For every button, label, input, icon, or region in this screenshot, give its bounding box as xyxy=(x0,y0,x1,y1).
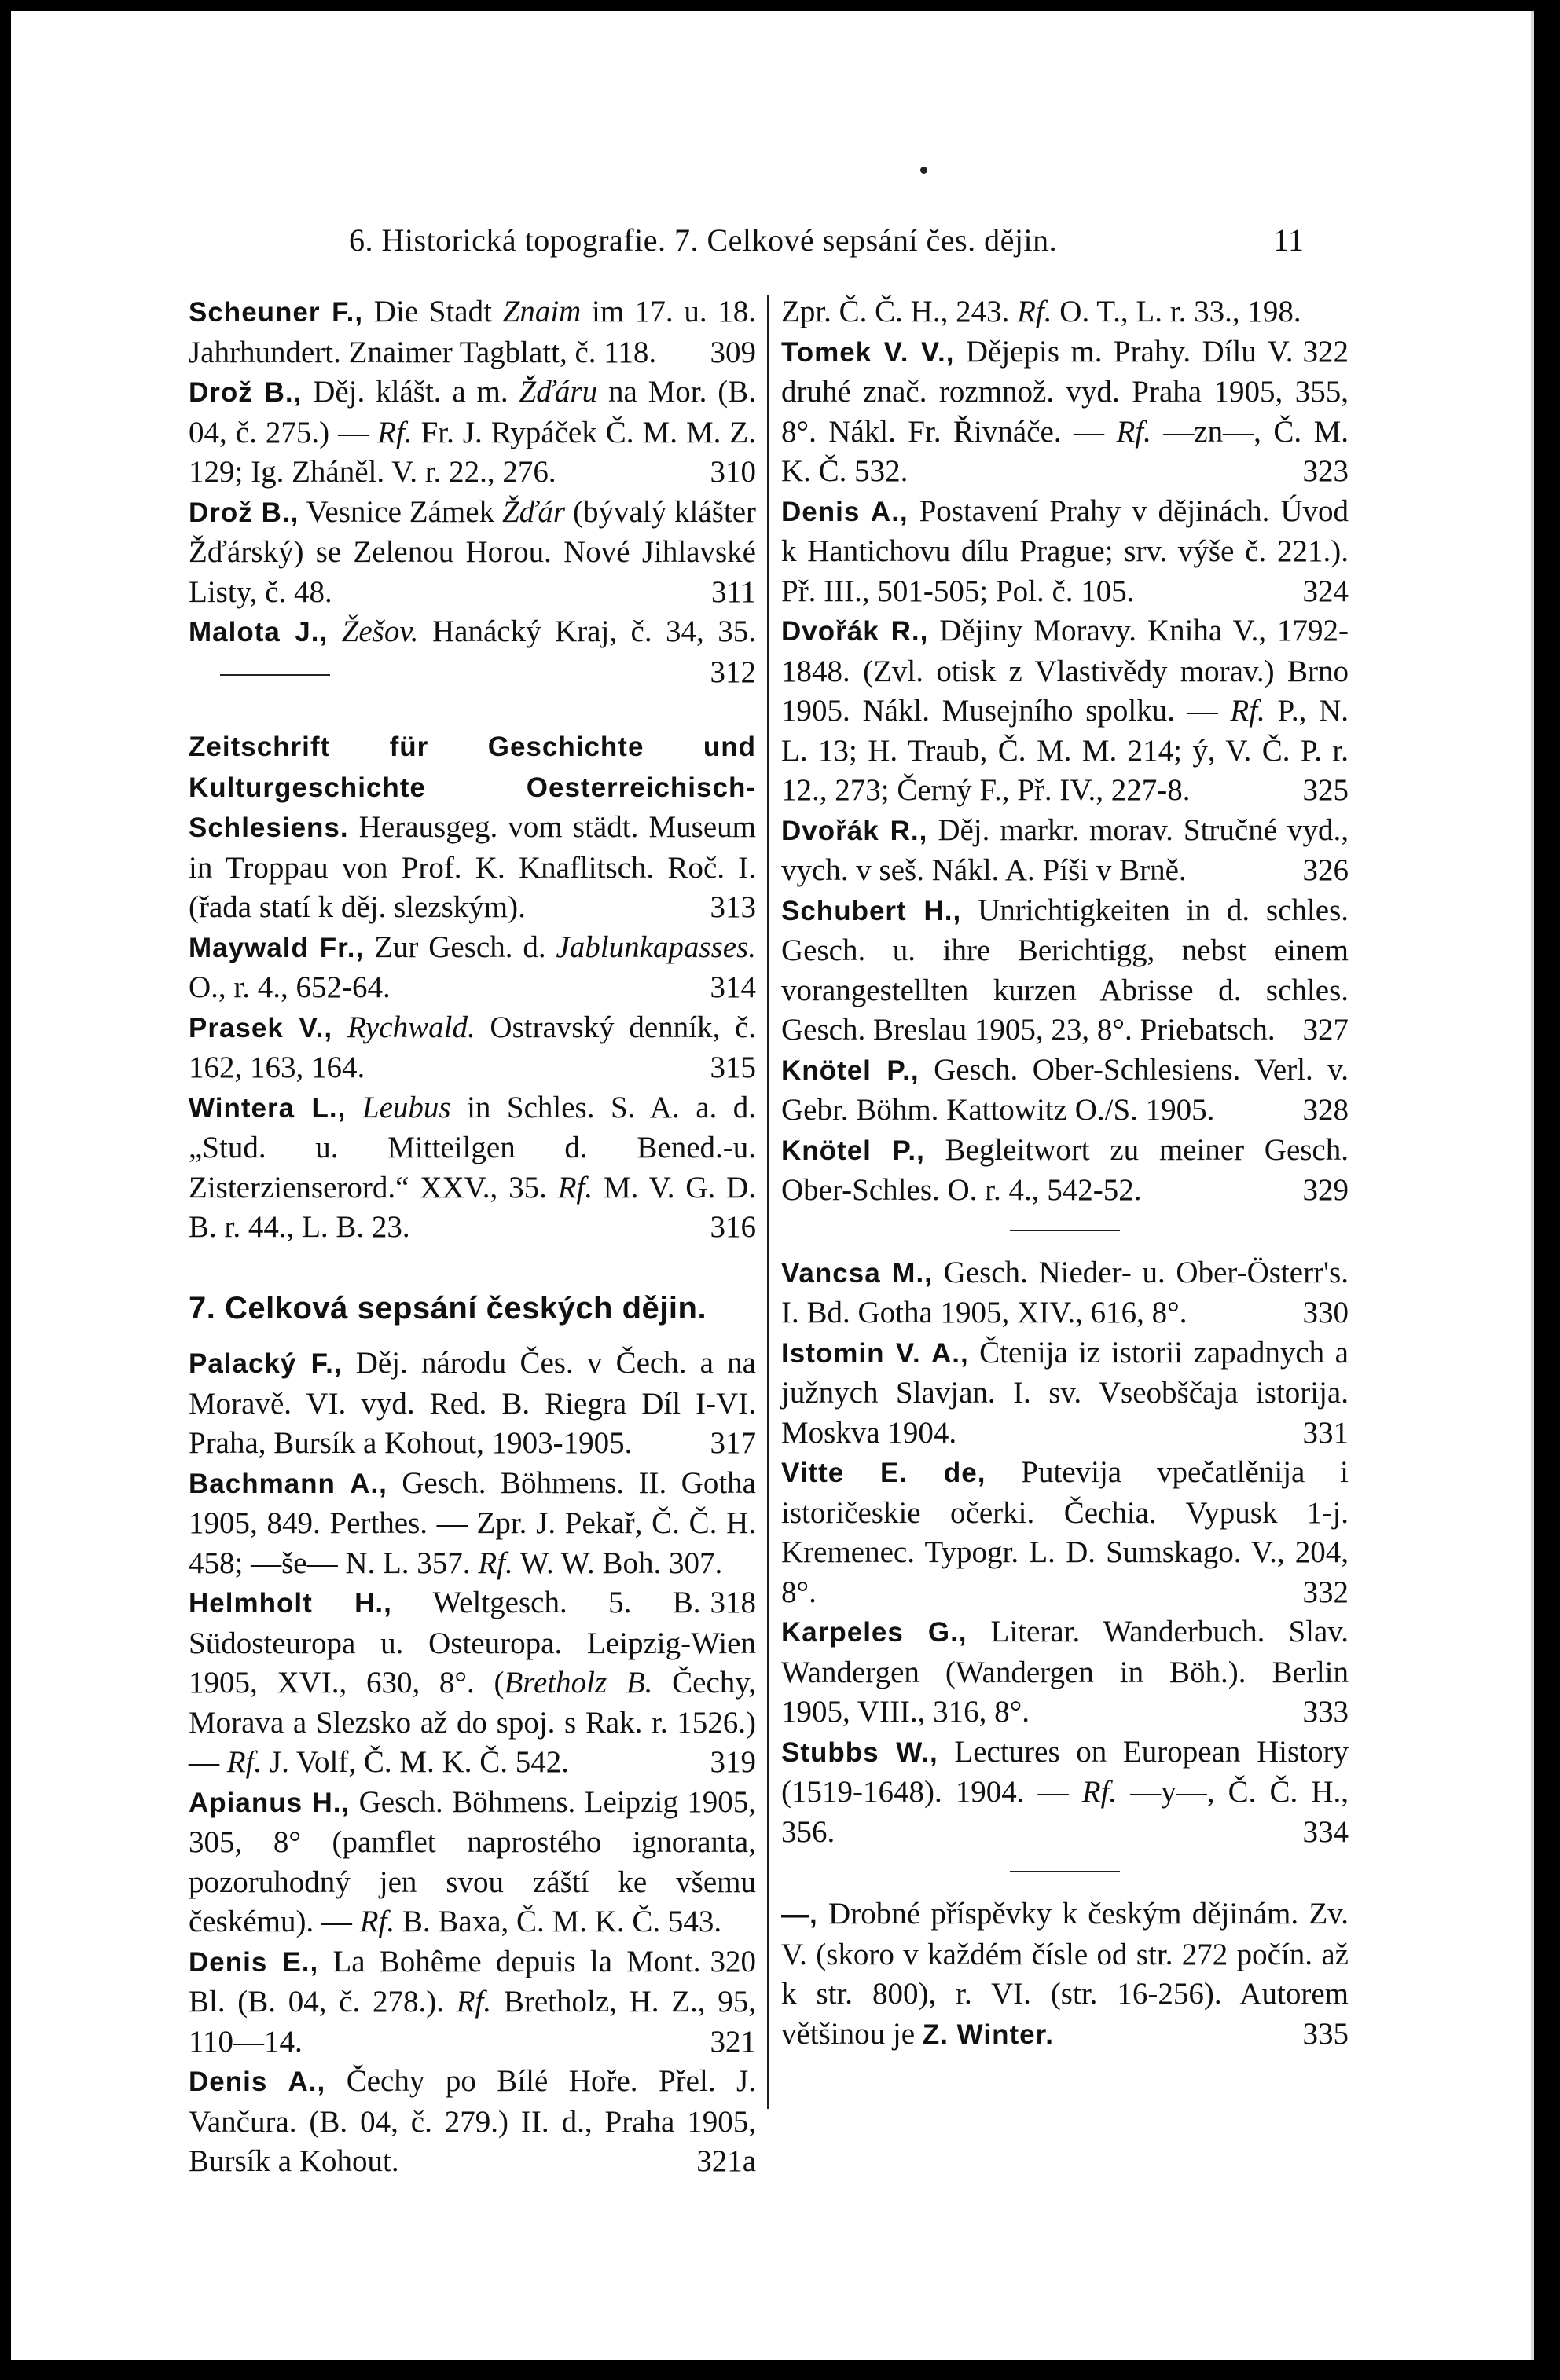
entry-number: 312 xyxy=(710,655,756,689)
entry-number: 324 xyxy=(1302,574,1349,608)
entry-author: Z. Winter. xyxy=(922,2019,1055,2050)
bib-entry: Malota J., Žešov. Hanácký Kraj, č. 34, 35. 312 xyxy=(189,612,756,692)
entry-author: Prasek V., xyxy=(189,1012,333,1043)
page-number: 11 xyxy=(1273,222,1305,258)
entry-author: Maywald Fr., xyxy=(189,932,365,963)
running-head-title: 6. Historická topografie. 7. Celkové sepsání čes. dějin. xyxy=(349,222,1058,258)
separator-rule xyxy=(1010,1230,1120,1231)
entry-author: Denis E., xyxy=(189,1946,319,1978)
entry-author: Drož B., xyxy=(189,377,303,408)
entry-number: 311 xyxy=(710,574,756,609)
entry-author: Knötel P., xyxy=(781,1054,919,1086)
bib-entry: Tomek V. V., Dějepis m. Prahy. Dílu V. druhé znač. rozmnož. vyd. Praha 1905, 355, 8°. Nákl. Fr. Řivnáče. — Rf. —zn—, Č. M. K. Č. 532. 323 xyxy=(781,332,1349,492)
entry-author: Helmholt H., xyxy=(189,1588,392,1619)
entry-author: Dvořák R., xyxy=(781,616,929,647)
left-column xyxy=(189,292,756,2182)
entry-author: Stubbs W., xyxy=(781,1736,938,1768)
entry-number: 321a xyxy=(696,2144,756,2178)
bib-entry: Wintera L., Leubus in Schles. S. A. a. d. „Stud. u. Mitteilgen d. Bened.-u. Zisterzienserord.“ XXV., 35. Rf. M. V. G. D. B. r. 44., L. B. 23. 316 xyxy=(189,1088,756,1248)
bib-entry: Helmholt H., Weltgesch. 5. B. Südosteuropa u. Osteuropa. Leipzig-Wien 1905, XVI., 630, 8°. (Bretholz B. Čechy, Morava a Slezsko až do spoj. s Rak. r. 1526.) — Rf. J. Volf, Č. M. K. Č. 542. 319 xyxy=(189,1583,756,1783)
entry-number: 325 xyxy=(1302,773,1349,807)
bib-entry: Vitte E. de, Putevija vpečatlěnija i istoričeskie očerki. Čechia. Vypusk 1-j. Kremenec. Typogr. L. D. Sumskago. V., 204, 8°. 332 xyxy=(781,1453,1349,1612)
entry-number: 319 xyxy=(710,1745,756,1779)
entry-number: 314 xyxy=(710,970,756,1004)
entry-author: Schubert H., xyxy=(781,895,962,926)
column-divider xyxy=(767,295,769,2109)
entry-author: Denis A., xyxy=(781,496,908,527)
entry-author: Apianus H., xyxy=(189,1787,351,1818)
entry-number: 313 xyxy=(710,890,756,924)
entry-number: 327 xyxy=(1302,1013,1349,1047)
entry-number: 330 xyxy=(1302,1296,1349,1329)
entry-number: 333 xyxy=(1302,1695,1349,1729)
entry-number: 328 xyxy=(1302,1093,1349,1127)
entry-number: 329 xyxy=(1302,1173,1349,1207)
bib-entry: Bachmann A., Gesch. Böhmens. II. Gotha 1905, 849. Perthes. — Zpr. J. Pekař, Č. Č. H. 458; —še— N. L. 357. Rf. W. W. Boh. 307. 318 xyxy=(189,1464,756,1584)
bib-entry-continued: Zpr. Č. Č. H., 243. Rf. O. T., L. r. 33., 198. 322 xyxy=(781,292,1349,332)
entry-author: Wintera L., xyxy=(189,1092,347,1124)
section-heading: 7. Celková sepsání českých dějin. xyxy=(189,1290,707,1326)
entry-number: 331 xyxy=(1302,1415,1349,1450)
running-head xyxy=(11,222,1534,269)
entry-number: 322 xyxy=(1302,334,1349,369)
bib-entry: Scheuner F., Die Stadt Znaim im 17. u. 18. Jahrhundert. Znaimer Tagblatt, č. 118. 309 xyxy=(189,292,756,372)
entry-number: 326 xyxy=(1302,853,1349,887)
entry-author: Istomin V. A., xyxy=(781,1337,969,1369)
entry-author: Tomek V. V., xyxy=(781,336,955,368)
bib-entry: Knötel P., Gesch. Ober-Schlesiens. Verl. v. Gebr. Böhm. Kattowitz O./S. 1905. 328 xyxy=(781,1051,1349,1131)
entry-number: 316 xyxy=(710,1210,756,1244)
book-page xyxy=(11,11,1534,2360)
bib-entry: Drož B., Děj. klášt. a m. Žďáru na Mor. (B. 04, č. 275.) — Rf. Fr. J. Rypáček Č. M. M. Z. 129; Ig. Zháněl. V. r. 22., 276. 310 xyxy=(189,372,756,493)
entry-author: Bachmann A., xyxy=(189,1468,387,1499)
bib-entry: —, Drobné příspěvky k českým dějinám. Zv. V. (skoro v každém čísle od str. 272 počín. až k str. 800), r. VI. (str. 16-256). Autorem většinou je Z. Winter. 335 xyxy=(781,1894,1349,2055)
bib-entry: Dvořák R., Dějiny Moravy. Kniha V., 1792-1848. (Zvl. otisk z Vlastivědy morav.) Brno 1905. Nákl. Musejního spolku. — Rf. P., N. L. 13; H. Traub, Č. M. M. 214; ý, V. Č. P. r. 12., 273; Černý F., Př. IV., 227-8. 325 xyxy=(781,611,1349,811)
bib-entry: Palacký F., Děj. národu Čes. v Čech. a na Moravě. VI. vyd. Red. B. Riegra Díl I-VI. Praha, Bursík a Kohout, 1903-1905. 317 xyxy=(189,1344,756,1464)
bib-entry: Schubert H., Unrichtigkeiten in d. schles. Gesch. u. ihre Berichtigg, nebst einem vorangestellten kurzen Abrisse d. schles. Gesch. Breslau 1905, 23, 8°. Priebatsch. 327 xyxy=(781,891,1349,1051)
entry-number: 332 xyxy=(1302,1575,1349,1609)
bib-entry: Denis A., Čechy po Bílé Hoře. Přel. J. Vančura. (B. 04, č. 279.) II. d., Praha 1905, Bursík a Kohout. 321a xyxy=(189,2062,756,2182)
entry-number: 309 xyxy=(710,335,756,369)
entry-author: Denis A., xyxy=(189,2066,326,2097)
bib-entry: Knötel P., Begleitwort zu meiner Gesch. Ober-Schles. O. r. 4., 542-52. 329 xyxy=(781,1131,1349,1211)
bib-entry: Denis A., Postavení Prahy v dějinách. Úvod k Hantichovu dílu Prague; srv. výše č. 221.). Př. III., 501-505; Pol. č. 105. 324 xyxy=(781,492,1349,612)
entry-author: Scheuner F., xyxy=(189,297,364,328)
bib-entry: Denis E., La Bohême depuis la Mont. Bl. (B. 04, č. 278.). Rf. Bretholz, H. Z., 95, 110—14. 321 xyxy=(189,1942,756,2063)
entry-author: Drož B., xyxy=(189,497,299,528)
entry-number: 334 xyxy=(1302,1814,1349,1849)
entry-author: Zeitschrift für Geschichte und Kulturgeschichte Oesterreichisch-Schlesiens. xyxy=(189,732,756,843)
right-column xyxy=(781,292,1349,2055)
entry-number: 320 xyxy=(710,1944,756,1978)
ink-speck xyxy=(920,167,927,174)
entry-author: Knötel P., xyxy=(781,1135,925,1166)
entry-author: Malota J., xyxy=(189,617,329,647)
entry-author: Vitte E. de, xyxy=(781,1458,986,1488)
bib-entry: Zeitschrift für Geschichte und Kulturgeschichte Oesterreichisch-Schlesiens. Herausgeg. vom städt. Museum in Troppau von Prof. K. Knaflitsch. Roč. I. (řada statí k děj. slezským). 313 xyxy=(189,727,756,928)
bib-entry: Maywald Fr., Zur Gesch. d. Jablunkapasses. O., r. 4., 652-64. 314 xyxy=(189,928,756,1008)
entry-author: —, xyxy=(781,1899,818,1930)
separator-rule xyxy=(220,674,330,676)
bib-entry: Stubbs W., Lectures on European History (1519-1648). 1904. — Rf. —y—, Č. Č. H., 356. 334 xyxy=(781,1733,1349,1853)
entry-author: Dvořák R., xyxy=(781,815,928,846)
entry-number: 318 xyxy=(710,1586,756,1619)
bib-entry: Karpeles G., Literar. Wanderbuch. Slav. Wandergen (Wandergen in Böh.). Berlin 1905, VIII., 316, 8°. 333 xyxy=(781,1612,1349,1733)
bib-entry: Istomin V. A., Čtenija iz istorii zapadnych a južnych Slavjan. I. sv. Vseobščaja istorija. Moskva 1904. 331 xyxy=(781,1333,1349,1454)
bib-entry: Drož B., Vesnice Zámek Žďár (bývalý klášter Žďárský) se Zelenou Horou. Nové Jihlavské Listy, č. 48. 311 xyxy=(189,493,756,613)
entry-author: Karpeles G., xyxy=(781,1617,967,1648)
bib-entry: Dvořák R., Děj. markr. morav. Stručné vyd., vych. v seš. Nákl. A. Píši v Brně. 326 xyxy=(781,811,1349,891)
entry-number: 321 xyxy=(710,2024,756,2059)
bib-entry: Apianus H., Gesch. Böhmens. Leipzig 1905, 305, 8° (pamflet naprostého ignoranta, pozoruhodný jen svou záští ke všemu českému). — Rf. B. Baxa, Č. M. K. Č. 543. 320 xyxy=(189,1783,756,1942)
separator-rule xyxy=(1010,1871,1120,1872)
bib-entry: Prasek V., Rychwald. Ostravský denník, č. 162, 163, 164. 315 xyxy=(189,1008,756,1088)
entry-author: Palacký F., xyxy=(189,1348,343,1379)
entry-number: 335 xyxy=(1302,2016,1349,2051)
entry-number: 323 xyxy=(1302,454,1349,488)
entry-author: Vancsa M., xyxy=(781,1257,933,1289)
bib-entry: Vancsa M., Gesch. Nieder- u. Ober-Österr's. I. Bd. Gotha 1905, XIV., 616, 8°. 330 xyxy=(781,1253,1349,1333)
entry-number: 310 xyxy=(710,455,756,489)
entry-number: 315 xyxy=(710,1051,756,1084)
entry-number: 317 xyxy=(710,1426,756,1460)
